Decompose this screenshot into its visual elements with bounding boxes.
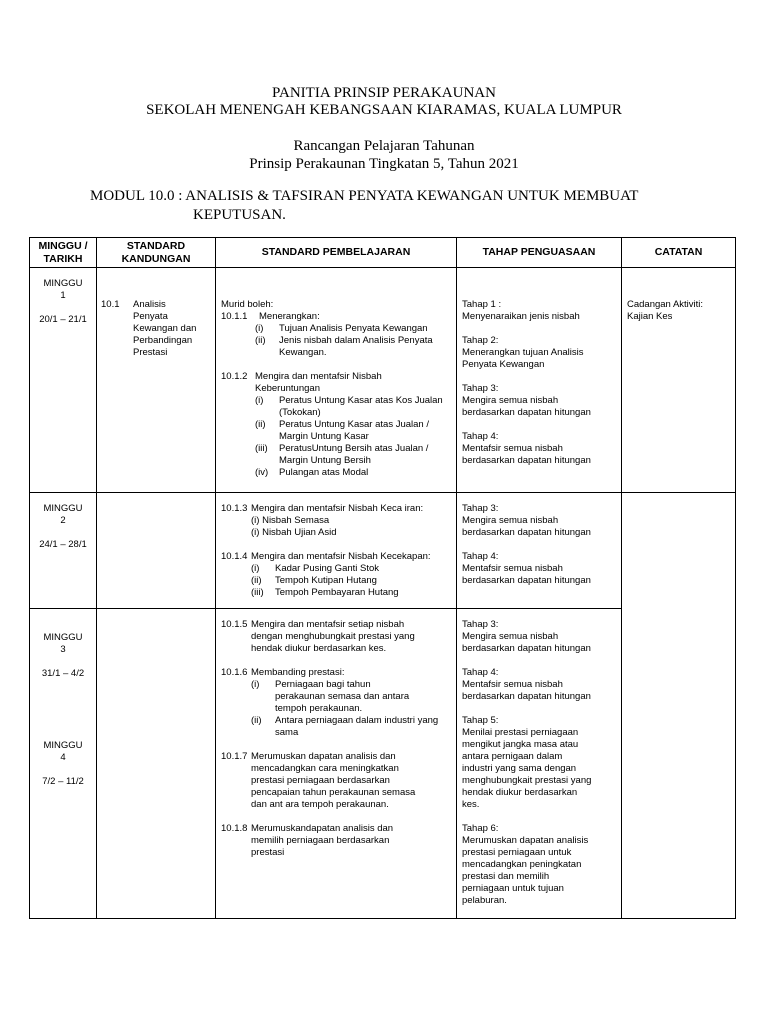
header-tahap-penguasaan: TAHAP PENGUASAAN [457,238,622,268]
week-date: 31/1 – 4/2 [41,668,85,679]
table-row [30,493,736,609]
standard-pembelajaran-cell: Murid boleh: 10.1.1 Menerangkan: (i) Tujuan Analisis Penyata Kewangan (ii) Jenis nisbah dalam Analisis Penyata Kewangan. 10.1.2 Mengira dan mentafsir Nisbah Keberuntungan (i) Peratus Untung Kasar atas Kos Jualan (Tokokan) (ii) Peratus Untung Kasar atas Jualan / Margin Untung Kasar (iii) PeratusUntung Bersih atas Jualan / Margin Untung Bersih (iv) Pulangan atas Modal [216,268,457,493]
header-minggu: MINGGU / TARIKH [30,238,97,268]
catatan-cell [622,493,736,919]
tahap-penguasaan-cell: Tahap 3: Mengira semua nisbah berdasarkan dapatan hitungan Tahap 4: Mentafsir semua nisbah berdasarkan dapatan hitungan [457,493,622,609]
week-date: 7/2 – 11/2 [42,776,84,787]
standard-pembelajaran-cell: 10.1.5 Mengira dan mentafsir setiap nisbah dengan menghubungkait prestasi yang hendak diukur berdasarkan kes. 10.1.6 Membanding prestasi: (i) Perniagaan bagi tahun perakaunan semasa dan antara tempoh perakaunan. (ii) Antara perniagaan dalam industri yang sama 10.1.7 Merumuskan dapatan analisis dan mencadangkan cara meningkatkan prestasi perniagaan berdasarkan pencapaian tahun perakaunan semasa dan ant ara tempoh perakaunan. 10.1.8 Merumuskandapatan analisis dan memilih perniagaan berdasarkan prestasi [216,609,457,919]
tahap-penguasaan-cell: Tahap 1 : Menyenaraikan jenis nisbah Tahap 2: Menerangkan tujuan Analisis Penyata Kewangan Tahap 3: Mengira semua nisbah berdasarkan dapatan hitungan Tahap 4: Mentafsir semua nisbah berdasarkan dapatan hitungan [457,268,622,493]
standard-kandungan-cell: 10.1 Analisis Penyata Kewangan dan Perbandingan Prestasi [97,268,216,493]
module-title [90,187,730,225]
week-date: 24/1 – 28/1 [39,539,87,550]
school-name: SEKOLAH MENENGAH KEBANGSAAN KIARAMAS, KUALA LUMPUR [146,102,622,118]
header-catatan: CATATAN [622,238,736,268]
tahap-penguasaan-cell: Tahap 3: Mengira semua nisbah berdasarkan dapatan hitungan Tahap 4: Mentafsir semua nisbah berdasarkan dapatan hitungan Tahap 5: Menilai prestasi perniagaan mengikut jangka masa atau antara pernigaan dalam industri yang sama dengan menghubungkait prestasi yang hendak diukur berdasarkan kes. Tahap 6: Merumuskan dapatan analisis prestasi perniagaan untuk mencadangkan peningkatan prestasi dan memilih perniagaan untuk tujuan pelaburan. [457,609,622,919]
week-cell: MINGGU 1 20/1 – 21/1 [30,268,97,493]
header-standard-pembelajaran: STANDARD PEMBELAJARAN [216,238,457,268]
header-standard-kandungan: STANDARD KANDUNGAN [97,238,216,268]
panitia-title: PANITIA PRINSIP PERAKAUNAN [272,85,496,101]
table-header-row [30,238,736,268]
week-date: 20/1 – 21/1 [39,314,87,325]
catatan-cell: Cadangan Aktiviti: Kajian Kes [622,268,736,493]
standard-kandungan-cell [97,493,216,609]
module-title-line1: MODUL 10.0 : ANALISIS & TAFSIRAN PENYATA KEWANGAN UNTUK MEMBUAT [90,188,639,204]
standard-kandungan-cell [97,609,216,919]
lesson-plan-table [29,237,736,919]
week-cell: MINGGU 2 24/1 – 28/1 [30,493,97,609]
module-title-line2: KEPUTUSAN. [193,207,286,223]
subject-year: Prinsip Perakaunan Tingkatan 5, Tahun 2021 [249,156,519,172]
table-row [30,268,736,493]
plan-title: Rancangan Pelajaran Tahunan [293,138,475,154]
standard-pembelajaran-cell: 10.1.3 Mengira dan mentafsir Nisbah Keca iran: (i) Nisbah Semasa (i) Nisbah Ujian Asid 10.1.4 Mengira dan mentafsir Nisbah Kecekapan: (i) Kadar Pusing Ganti Stok (ii) Tempoh Kutipan Hutang (iii) Tempoh Pembayaran Hutang [216,493,457,609]
week-cell: MINGGU 3 31/1 – 4/2 MINGGU 4 7/2 – 11/2 [30,609,97,919]
